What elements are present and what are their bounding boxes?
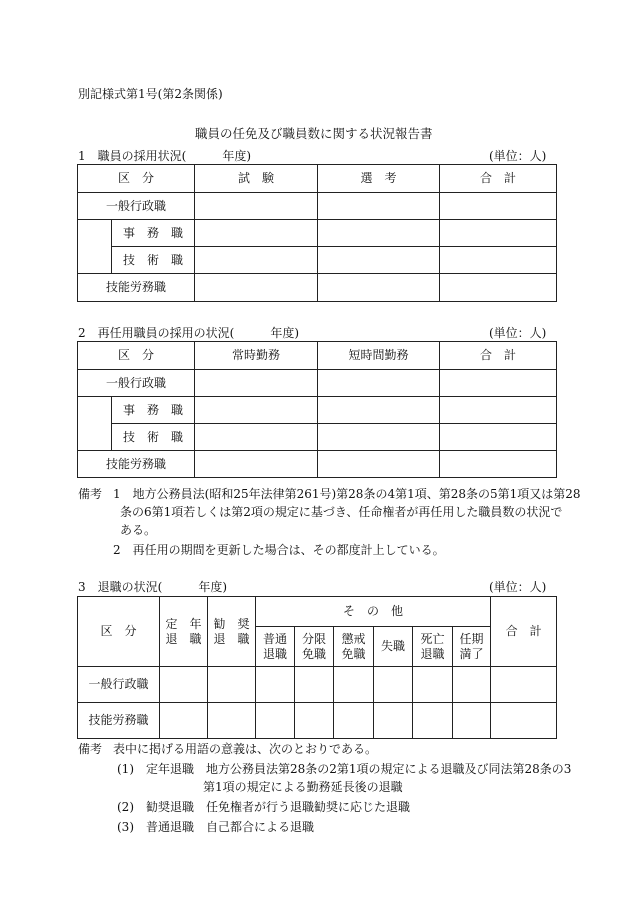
- section3-table: [77, 596, 557, 739]
- indent-spacer: [78, 220, 112, 247]
- subheader-shibo: 死亡 退職: [413, 627, 453, 667]
- cell[interactable]: [374, 667, 413, 703]
- cell[interactable]: [195, 220, 318, 247]
- document-title: 職員の任免及び職員数に関する状況報告書: [195, 126, 433, 141]
- header-joji: 常時勤務: [195, 342, 318, 370]
- header-kubun: 区 分: [78, 165, 195, 193]
- section2-table: [77, 341, 557, 478]
- header-total: 合 計: [491, 597, 557, 667]
- cell[interactable]: [318, 274, 440, 302]
- definition-line: (3) 普通退職 自己都合による退職: [117, 820, 314, 834]
- cell[interactable]: [334, 703, 374, 739]
- row-label-jimu: 事 務 職: [112, 220, 195, 247]
- section3-unit: (単位：人): [489, 580, 547, 594]
- header-senko: 選 考: [318, 165, 440, 193]
- cell[interactable]: [374, 703, 413, 739]
- cell[interactable]: [440, 370, 557, 397]
- cell[interactable]: [440, 247, 557, 274]
- header-teinen: 定 年 退 職: [160, 597, 208, 667]
- note-label: 備考: [78, 487, 103, 501]
- cell[interactable]: [195, 451, 318, 478]
- row-label-gino: 技能労務職: [78, 703, 160, 739]
- cell[interactable]: [440, 397, 557, 424]
- note-intro: 表中に掲げる用語の意義は、次のとおりである。: [113, 742, 378, 756]
- cell[interactable]: [318, 370, 440, 397]
- indent-spacer: [78, 397, 112, 424]
- section1-heading: 1 職員の採用状況( 年度): [78, 149, 251, 163]
- header-sonota: そ の 他: [256, 597, 491, 627]
- row-label-gino: 技能労務職: [78, 274, 195, 302]
- row-label-gijutsu: 技 術 職: [112, 247, 195, 274]
- cell[interactable]: [440, 193, 557, 220]
- cell[interactable]: [318, 451, 440, 478]
- header-total: 合 計: [440, 342, 557, 370]
- header-total: 合 計: [440, 165, 557, 193]
- section3-heading: 3 退職の状況( 年度): [78, 580, 227, 594]
- cell[interactable]: [440, 451, 557, 478]
- cell[interactable]: [160, 667, 208, 703]
- cell[interactable]: [318, 397, 440, 424]
- subheader-bungen: 分限 免職: [295, 627, 334, 667]
- cell[interactable]: [195, 193, 318, 220]
- row-label-gino: 技能労務職: [78, 451, 195, 478]
- row-label-ippan: 一般行政職: [78, 667, 160, 703]
- cell[interactable]: [318, 247, 440, 274]
- subheader-shisshoku: 失職: [374, 627, 413, 667]
- note-line: 1 地方公務員法(昭和25年法律第261号)第28条の4第1項、第28条の5第1項又は第28: [113, 487, 581, 501]
- cell[interactable]: [208, 703, 256, 739]
- cell[interactable]: [295, 703, 334, 739]
- cell[interactable]: [453, 667, 491, 703]
- header-shiken: 試 験: [195, 165, 318, 193]
- definition-line: 第1項の規定による勤務延長後の退職: [203, 780, 403, 794]
- cell[interactable]: [195, 247, 318, 274]
- cell[interactable]: [195, 274, 318, 302]
- cell[interactable]: [453, 703, 491, 739]
- form-number: 別記様式第1号(第2条関係): [78, 87, 223, 101]
- cell[interactable]: [208, 667, 256, 703]
- subheader-futsu: 普通 退職: [256, 627, 295, 667]
- cell[interactable]: [160, 703, 208, 739]
- row-label-ippan: 一般行政職: [78, 193, 195, 220]
- note-line: ある。: [120, 523, 157, 537]
- indent-spacer: [78, 424, 112, 451]
- cell[interactable]: [256, 667, 295, 703]
- indent-spacer: [78, 247, 112, 274]
- cell[interactable]: [413, 667, 453, 703]
- row-label-ippan: 一般行政職: [78, 370, 195, 397]
- cell[interactable]: [440, 424, 557, 451]
- header-kansho: 勧 奨 退 職: [208, 597, 256, 667]
- definition-line: (2) 勧奨退職 任免権者が行う退職勧奨に応じた退職: [117, 800, 411, 814]
- cell[interactable]: [195, 424, 318, 451]
- row-label-gijutsu: 技 術 職: [112, 424, 195, 451]
- note-line: 2 再任用の期間を更新した場合は、その都度計上している。: [113, 543, 445, 557]
- cell[interactable]: [491, 667, 557, 703]
- cell[interactable]: [318, 193, 440, 220]
- cell[interactable]: [195, 370, 318, 397]
- cell[interactable]: [440, 274, 557, 302]
- section1-unit: (単位：人): [489, 149, 547, 163]
- cell[interactable]: [334, 667, 374, 703]
- cell[interactable]: [318, 424, 440, 451]
- definition-line: (1) 定年退職 地方公務員法第28条の2第1項の規定による退職及び同法第28条の3: [117, 762, 572, 776]
- header-kubun: 区 分: [78, 597, 160, 667]
- cell[interactable]: [295, 667, 334, 703]
- section2-heading: 2 再任用職員の採用の状況( 年度): [78, 326, 299, 340]
- cell[interactable]: [440, 220, 557, 247]
- section2-unit: (単位：人): [489, 326, 547, 340]
- subheader-chokai: 懲戒 免職: [334, 627, 374, 667]
- cell[interactable]: [318, 220, 440, 247]
- subheader-ninki: 任期 満了: [453, 627, 491, 667]
- row-label-jimu: 事 務 職: [112, 397, 195, 424]
- cell[interactable]: [195, 397, 318, 424]
- header-kubun: 区 分: [78, 342, 195, 370]
- cell[interactable]: [491, 703, 557, 739]
- section1-table: [77, 164, 557, 302]
- cell[interactable]: [256, 703, 295, 739]
- note-line: 条の6第1項若しくは第2項の規定に基づき、任命権者が再任用した職員数の状況で: [120, 505, 563, 519]
- cell[interactable]: [413, 703, 453, 739]
- header-tanjikan: 短時間勤務: [318, 342, 440, 370]
- note-label: 備考: [78, 742, 103, 756]
